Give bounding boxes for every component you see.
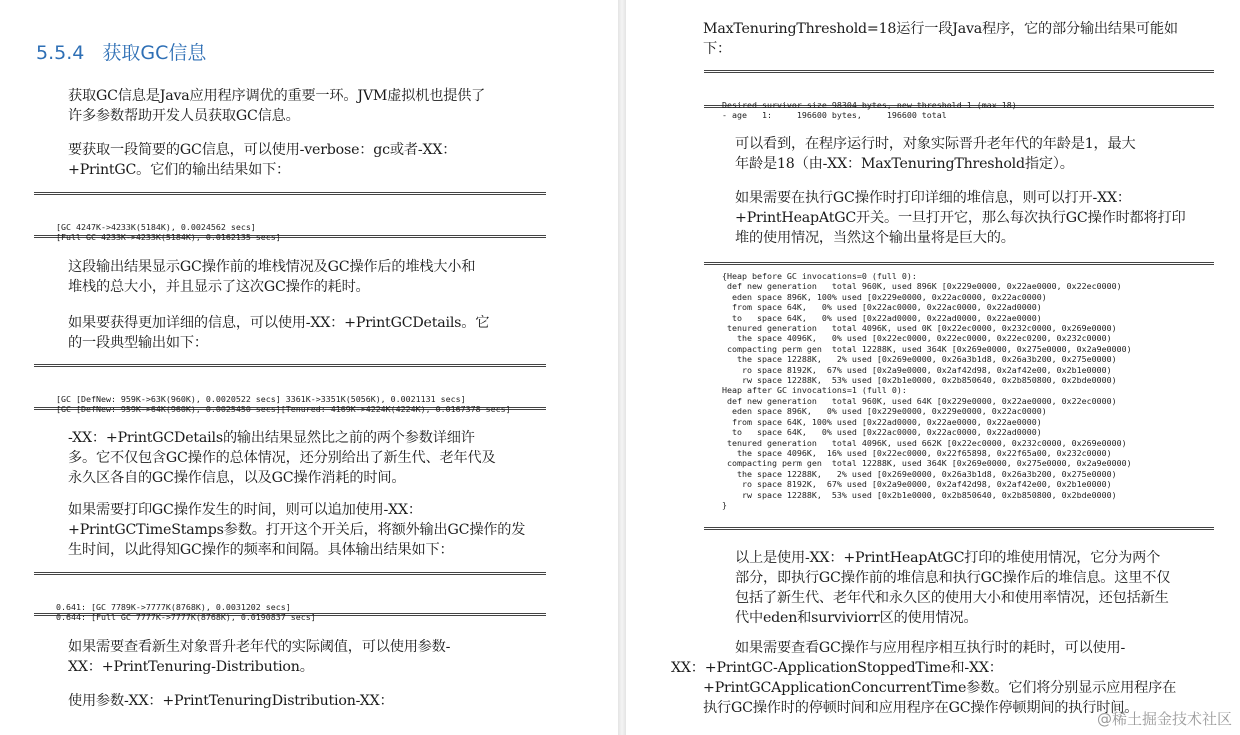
code-line: rw space 12288K, 53% used [0x2b1e0000, 0x2b850640, 0x2b850800, 0x2bde0000) (722, 489, 1117, 500)
paragraph: 使用参数-XX：+PrintTenuringDistribution-XX： (68, 693, 394, 709)
code-line: eden space 896K, 100% used [0x229e0000, 0x22ac0000, 0x22ac0000) (722, 291, 1047, 302)
code-line: eden space 896K, 0% used [0x229e0000, 0x229e0000, 0x22ac0000) (722, 406, 1047, 417)
code-line: from space 64K, 0% used [0x22ac0000, 0x22ac0000, 0x22ad0000) (722, 302, 1042, 313)
code-line: the space 4096K, 0% used [0x22ec0000, 0x22ec0000, 0x22ec0200, 0x232c0000) (722, 333, 1112, 344)
paragraph: 如果需要在执行GC操作时打印详细的堆信息，则可以打开-XX： +PrintHeapAtGC开关。一旦打开它，那么每次执行GC操作时都将打印 堆的使用情况，当然这个输出量将是巨大的。 (735, 190, 1186, 246)
paragraph: 获取GC信息是Java应用程序调优的重要一环。JVM虚拟机也提供了 许多参数帮助开发人员获取GC信息。 (68, 88, 486, 124)
code-line: tenured generation total 4096K, used 0K [0x22ec0000, 0x232c0000, 0x269e0000) (722, 323, 1117, 334)
code-block: [GC [DefNew: 959K->63K(960K), 0.0020522 secs] 3361K->3351K(5056K), 0.0021131 secs] [GC [DefNew: 959K->64K(960K), 0.0025450 secs][Tenured: 4169K->4224K(4224K), 0.0167378 secs] (34, 364, 546, 410)
code-line: the space 12288K, 2% used [0x269e0000, 0x26a3b1d8, 0x26a3b200, 0x275e0000) (722, 354, 1117, 365)
paragraph: 如果要获得更加详细的信息，可以使用-XX：+PrintGCDetails。它 的一段典型输出如下： (68, 315, 490, 351)
paragraph: 如果需要查看GC操作与应用程序相互执行时的耗时，可以使用- XX：+PrintGC-ApplicationStoppedTime和-XX： +PrintGCApplicationConcurrentTime参数。它们将分别显示应用程序在 执行GC操作时的停顿时间和应用程序在GC操作停顿期间的执行时间。 (671, 640, 1177, 716)
watermark: @稀土掘金技术社区 (1096, 710, 1232, 728)
right-page (626, 0, 1240, 735)
section-number: 5.5.4 (36, 42, 85, 64)
paragraph: -XX：+PrintGCDetails的输出结果显然比之前的两个参数详细许 多。它不仅包含GC操作的总体情况，还分别给出了新生代、老年代及 永久区各自的GC操作信息，以及GC操作消耗的时间。 (68, 430, 496, 486)
code-line: to space 64K, 0% used [0x22ad0000, 0x22ad0000, 0x22ae0000) (722, 312, 1042, 323)
paragraph: 如果需要查看新生对象晋升老年代的实际阈值，可以使用参数- XX：+PrintTenuring-Distribution。 (68, 639, 451, 675)
paragraph: 如果需要打印GC操作发生的时间，则可以追加使用-XX： +PrintGCTimeStamps参数。打开这个开关后，将额外输出GC操作的发 生时间，以此得知GC操作的频率和间隔。具体输出结果如下： (68, 502, 526, 558)
paragraph: 以上是使用-XX：+PrintHeapAtGC打印的堆使用情况，它分为两个 部分，即执行GC操作前的堆信息和执行GC操作后的堆信息。这里不仅 包括了新生代、老年代和永久区的使用大小和使用率情况，还包括新生 代中eden和surviviorr区的使用情况。 (735, 550, 1171, 626)
code-block: Desired survivor size 98304 bytes, new threshold 1 (max 18) - age 1: 196600 bytes, 196600 total (704, 70, 1214, 108)
code-line: the space 12288K, 2% used [0x269e0000, 0x26a3b1d8, 0x26a3b200, 0x275e0000) (722, 468, 1117, 479)
code-line: } (722, 499, 727, 510)
left-page (0, 0, 618, 735)
code-line: the space 4096K, 16% used [0x22ec0000, 0x22f65898, 0x22f65a00, 0x232c0000) (722, 447, 1112, 458)
page-gutter (618, 0, 626, 735)
code-line: {Heap before GC invocations=0 (full 0): (722, 271, 917, 281)
code-line: ro space 8192K, 67% used [0x2a9e0000, 0x2af42d98, 0x2af42e00, 0x2b1e0000) (722, 364, 1112, 375)
section-heading (36, 38, 206, 65)
paragraph: 这段输出结果显示GC操作前的堆栈情况及GC操作后的堆栈大小和 堆栈的总大小，并且显示了这次GC操作的耗时。 (68, 259, 476, 295)
paragraph: 可以看到，在程序运行时，对象实际晋升老年代的年龄是1，最大 年龄是18（由-XX：MaxTenuringThreshold指定）。 (735, 136, 1136, 172)
code-line: to space 64K, 0% used [0x22ac0000, 0x22ac0000, 0x22ad0000) (722, 427, 1042, 438)
code-line: from space 64K, 100% used [0x22ad0000, 0x22ae0000, 0x22ae0000) (722, 416, 1042, 427)
code-block-heap (704, 262, 1214, 530)
paragraph: MaxTenuringThreshold=18运行一段Java程序，它的部分输出结果可能如 下： (703, 21, 1178, 57)
code-line: ro space 8192K, 67% used [0x2a9e0000, 0x2af42d98, 0x2af42e00, 0x2b1e0000) (722, 479, 1112, 490)
paragraph: 要获取一段简要的GC信息，可以使用-verbose：gc或者-XX： +PrintGC。它们的输出结果如下： (68, 142, 457, 178)
code-block: 0.641: [GC 7789K->7777K(8768K), 0.0031202 secs] 0.644: [Full GC 7777K->7777K(8768K), 0.0190837 secs] (34, 572, 546, 616)
code-line: compacting perm gen total 12288K, used 364K [0x269e0000, 0x275e0000, 0x2a9e0000) (722, 343, 1132, 354)
code-block: [GC 4247K->4233K(5184K), 0.0024562 secs] [Full GC 4233K->4233K(5184K), 0.0162135 secs] (34, 192, 546, 238)
code-line: def new generation total 960K, used 64K [0x229e0000, 0x22ae0000, 0x22ec0000) (722, 395, 1117, 406)
code-line: tenured generation total 4096K, used 662K [0x22ec0000, 0x232c0000, 0x269e0000) (722, 437, 1127, 448)
code-line: rw space 12288K, 53% used [0x2b1e0000, 0x2b850640, 0x2b850800, 0x2bde0000) (722, 375, 1117, 386)
code-line: compacting perm gen total 12288K, used 364K [0x269e0000, 0x275e0000, 0x2a9e0000) (722, 458, 1132, 469)
code-line: def new generation total 960K, used 896K [0x229e0000, 0x22ae0000, 0x22ec0000) (722, 281, 1122, 292)
section-title: 获取GC信息 (102, 42, 207, 64)
code-line: Heap after GC invocations=1 (full 0): (722, 385, 907, 396)
